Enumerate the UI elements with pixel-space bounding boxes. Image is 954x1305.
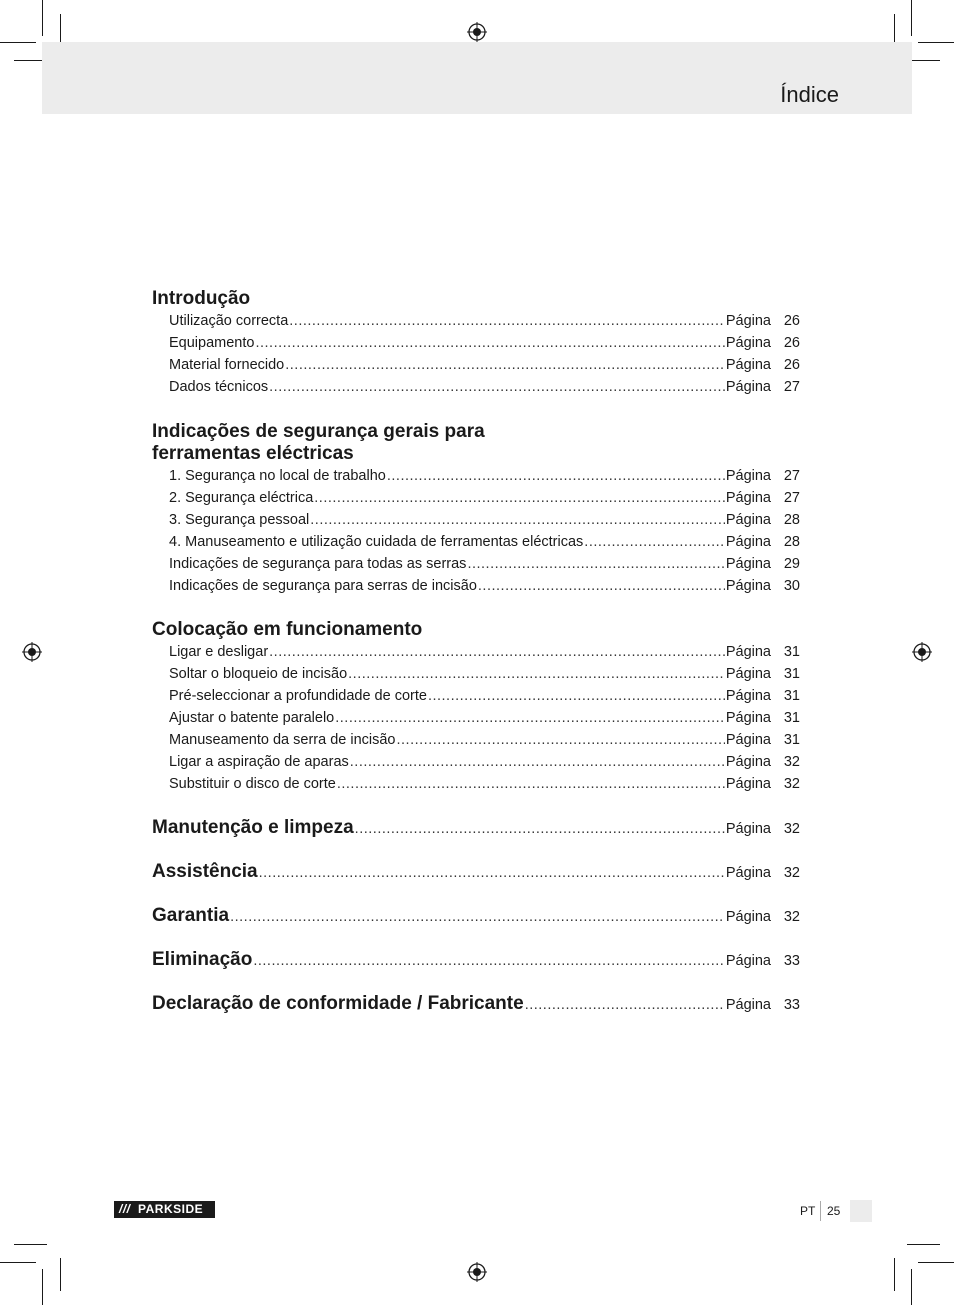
- crop-mark: [0, 1262, 36, 1263]
- section-title: Assistência: [152, 861, 258, 882]
- page-label: Página: [725, 754, 771, 770]
- page-label: Página: [725, 357, 771, 373]
- dot-leader: [355, 818, 725, 840]
- crop-mark: [0, 42, 36, 43]
- toc-entry[interactable]: [152, 376, 800, 398]
- page-label: Página: [725, 512, 771, 528]
- crop-mark: [60, 1258, 61, 1291]
- crop-mark: [14, 1244, 47, 1245]
- crop-mark: [907, 1244, 940, 1245]
- dot-leader: [387, 465, 725, 487]
- page-number: 30: [783, 578, 800, 594]
- page-label: Página: [725, 776, 771, 792]
- toc-entry[interactable]: [152, 354, 800, 376]
- entry-text: Pré-seleccionar a profundidade de corte: [169, 688, 427, 704]
- footer-divider: [820, 1201, 821, 1221]
- page-number: 29: [783, 556, 800, 572]
- dot-leader: [525, 994, 725, 1016]
- page-label: Página: [725, 379, 771, 395]
- section-title: Colocação em funcionamento: [152, 619, 423, 640]
- dot-leader: [584, 531, 725, 553]
- dot-leader: [259, 862, 725, 884]
- toc-main-entry[interactable]: [152, 861, 800, 883]
- logo-slashes: ///: [119, 1202, 131, 1216]
- toc-entry[interactable]: [152, 487, 800, 509]
- entry-text: Ligar a aspiração de aparas: [169, 754, 349, 770]
- toc-entry[interactable]: [152, 663, 800, 685]
- toc-entry[interactable]: [152, 509, 800, 531]
- footer-grey-box: [850, 1200, 872, 1222]
- parkside-logo: [114, 1201, 215, 1218]
- dot-leader: [285, 354, 725, 376]
- toc-entry[interactable]: [152, 531, 800, 553]
- page-number: 32: [783, 776, 800, 792]
- dot-leader: [337, 773, 725, 795]
- entry-text: 4. Manuseamento e utilização cuidada de ferramentas eléctricas: [169, 534, 584, 550]
- section-title: Manutenção e limpeza: [152, 817, 354, 838]
- toc-main-entry[interactable]: [152, 993, 800, 1015]
- page-label: Página: [725, 313, 771, 329]
- page-number: 27: [783, 379, 800, 395]
- toc-section: [152, 619, 800, 795]
- toc-entry[interactable]: [152, 465, 800, 487]
- entry-text: Equipamento: [169, 335, 255, 351]
- dot-leader: [350, 751, 725, 773]
- entry-text: Dados técnicos: [169, 379, 269, 395]
- page-number: 32: [783, 821, 800, 837]
- page-number: 32: [783, 754, 800, 770]
- page-label: Página: [725, 468, 771, 484]
- dot-leader: [269, 376, 725, 398]
- toc-main-entry[interactable]: [152, 905, 800, 927]
- dot-leader: [428, 685, 725, 707]
- page-label: Página: [725, 997, 771, 1013]
- entry-text: 1. Segurança no local de trabalho: [169, 468, 386, 484]
- section-title: Eliminação: [152, 949, 253, 970]
- dot-leader: [230, 906, 725, 928]
- table-of-contents: [152, 288, 800, 1015]
- page-number: 26: [783, 313, 800, 329]
- toc-entry[interactable]: [152, 553, 800, 575]
- page-number: 31: [783, 710, 800, 726]
- dot-leader: [269, 641, 725, 663]
- page-number: 33: [783, 953, 800, 969]
- toc-entry[interactable]: [152, 575, 800, 597]
- section-title: Declaração de conformidade / Fabricante: [152, 993, 524, 1014]
- entry-text: Soltar o bloqueio de incisão: [169, 666, 348, 682]
- entry-text: Utilização correcta: [169, 313, 289, 329]
- registration-crosshair-icon: [912, 642, 932, 662]
- toc-entry[interactable]: [152, 751, 800, 773]
- dot-leader: [467, 553, 724, 575]
- crop-mark: [894, 1258, 895, 1291]
- page-label: Página: [725, 821, 771, 837]
- entry-text: Indicações de segurança para todas as serras: [169, 556, 467, 572]
- dot-leader: [348, 663, 725, 685]
- dot-leader: [314, 487, 725, 509]
- toc-section: [152, 421, 800, 597]
- toc-entry[interactable]: [152, 773, 800, 795]
- dot-leader: [289, 310, 725, 332]
- page-label: Página: [725, 953, 771, 969]
- page-label: Página: [725, 644, 771, 660]
- section-title: Introdução: [152, 288, 251, 309]
- crop-mark: [911, 0, 912, 36]
- page-number: 32: [783, 865, 800, 881]
- crop-mark: [42, 0, 43, 36]
- crop-mark: [42, 1269, 43, 1305]
- page-label: Página: [725, 688, 771, 704]
- dot-leader: [253, 950, 725, 972]
- crop-mark: [911, 1269, 912, 1305]
- page-label: Página: [725, 909, 771, 925]
- toc-entry[interactable]: [152, 332, 800, 354]
- toc-entry[interactable]: [152, 310, 800, 332]
- page-label: Página: [725, 666, 771, 682]
- toc-entry[interactable]: [152, 685, 800, 707]
- entry-text: Ajustar o batente paralelo: [169, 710, 335, 726]
- page-number-footer: 25: [827, 1204, 841, 1218]
- language-code: PT: [800, 1204, 816, 1218]
- dot-leader: [335, 707, 725, 729]
- page-number: 31: [783, 688, 800, 704]
- toc-entry[interactable]: [152, 707, 800, 729]
- section-title: Indicações de segurança gerais para: [152, 421, 485, 442]
- page-number: 26: [783, 357, 800, 373]
- toc-main-entry[interactable]: [152, 817, 800, 839]
- page-number: 32: [783, 909, 800, 925]
- entry-text: Ligar e desligar: [169, 644, 269, 660]
- page-label: Página: [725, 732, 771, 748]
- crop-mark: [918, 42, 954, 43]
- dot-leader: [310, 509, 725, 531]
- toc-main-entry[interactable]: [152, 949, 800, 971]
- page-title: Índice: [780, 82, 839, 107]
- dot-leader: [478, 575, 725, 597]
- toc-section: [152, 288, 800, 398]
- page-number: 33: [783, 997, 800, 1013]
- section-title: ferramentas eléctricas: [152, 443, 354, 464]
- dot-leader: [397, 729, 725, 751]
- page-label: Página: [725, 490, 771, 506]
- page-label: Página: [725, 710, 771, 726]
- entry-text: Manuseamento da serra de incisão: [169, 732, 396, 748]
- toc-entry[interactable]: [152, 729, 800, 751]
- section-title: Garantia: [152, 905, 230, 926]
- page-label: Página: [725, 865, 771, 881]
- page-label: Página: [725, 578, 771, 594]
- page-number: 28: [783, 512, 800, 528]
- entry-text: Material fornecido: [169, 357, 285, 373]
- page-number: 26: [783, 335, 800, 351]
- page-number: 28: [783, 534, 800, 550]
- entry-text: Substituir o disco de corte: [169, 776, 336, 792]
- entry-text: 2. Segurança eléctrica: [169, 490, 314, 506]
- page-label: Página: [725, 556, 771, 572]
- toc-entry[interactable]: [152, 641, 800, 663]
- page-number: 27: [783, 468, 800, 484]
- entry-text: Indicações de segurança para serras de incisão: [169, 578, 477, 594]
- entry-text: 3. Segurança pessoal: [169, 512, 310, 528]
- dot-leader: [255, 332, 724, 354]
- page-label: Página: [725, 335, 771, 351]
- page-number: 31: [783, 644, 800, 660]
- registration-crosshair-icon: [22, 642, 42, 662]
- registration-crosshair-icon: [467, 22, 487, 42]
- page-number: 31: [783, 732, 800, 748]
- page-number: 31: [783, 666, 800, 682]
- registration-crosshair-icon: [467, 1262, 487, 1282]
- page-label: Página: [725, 534, 771, 550]
- logo-text: PARKSIDE: [138, 1202, 204, 1216]
- page-number: 27: [783, 490, 800, 506]
- crop-mark: [918, 1262, 954, 1263]
